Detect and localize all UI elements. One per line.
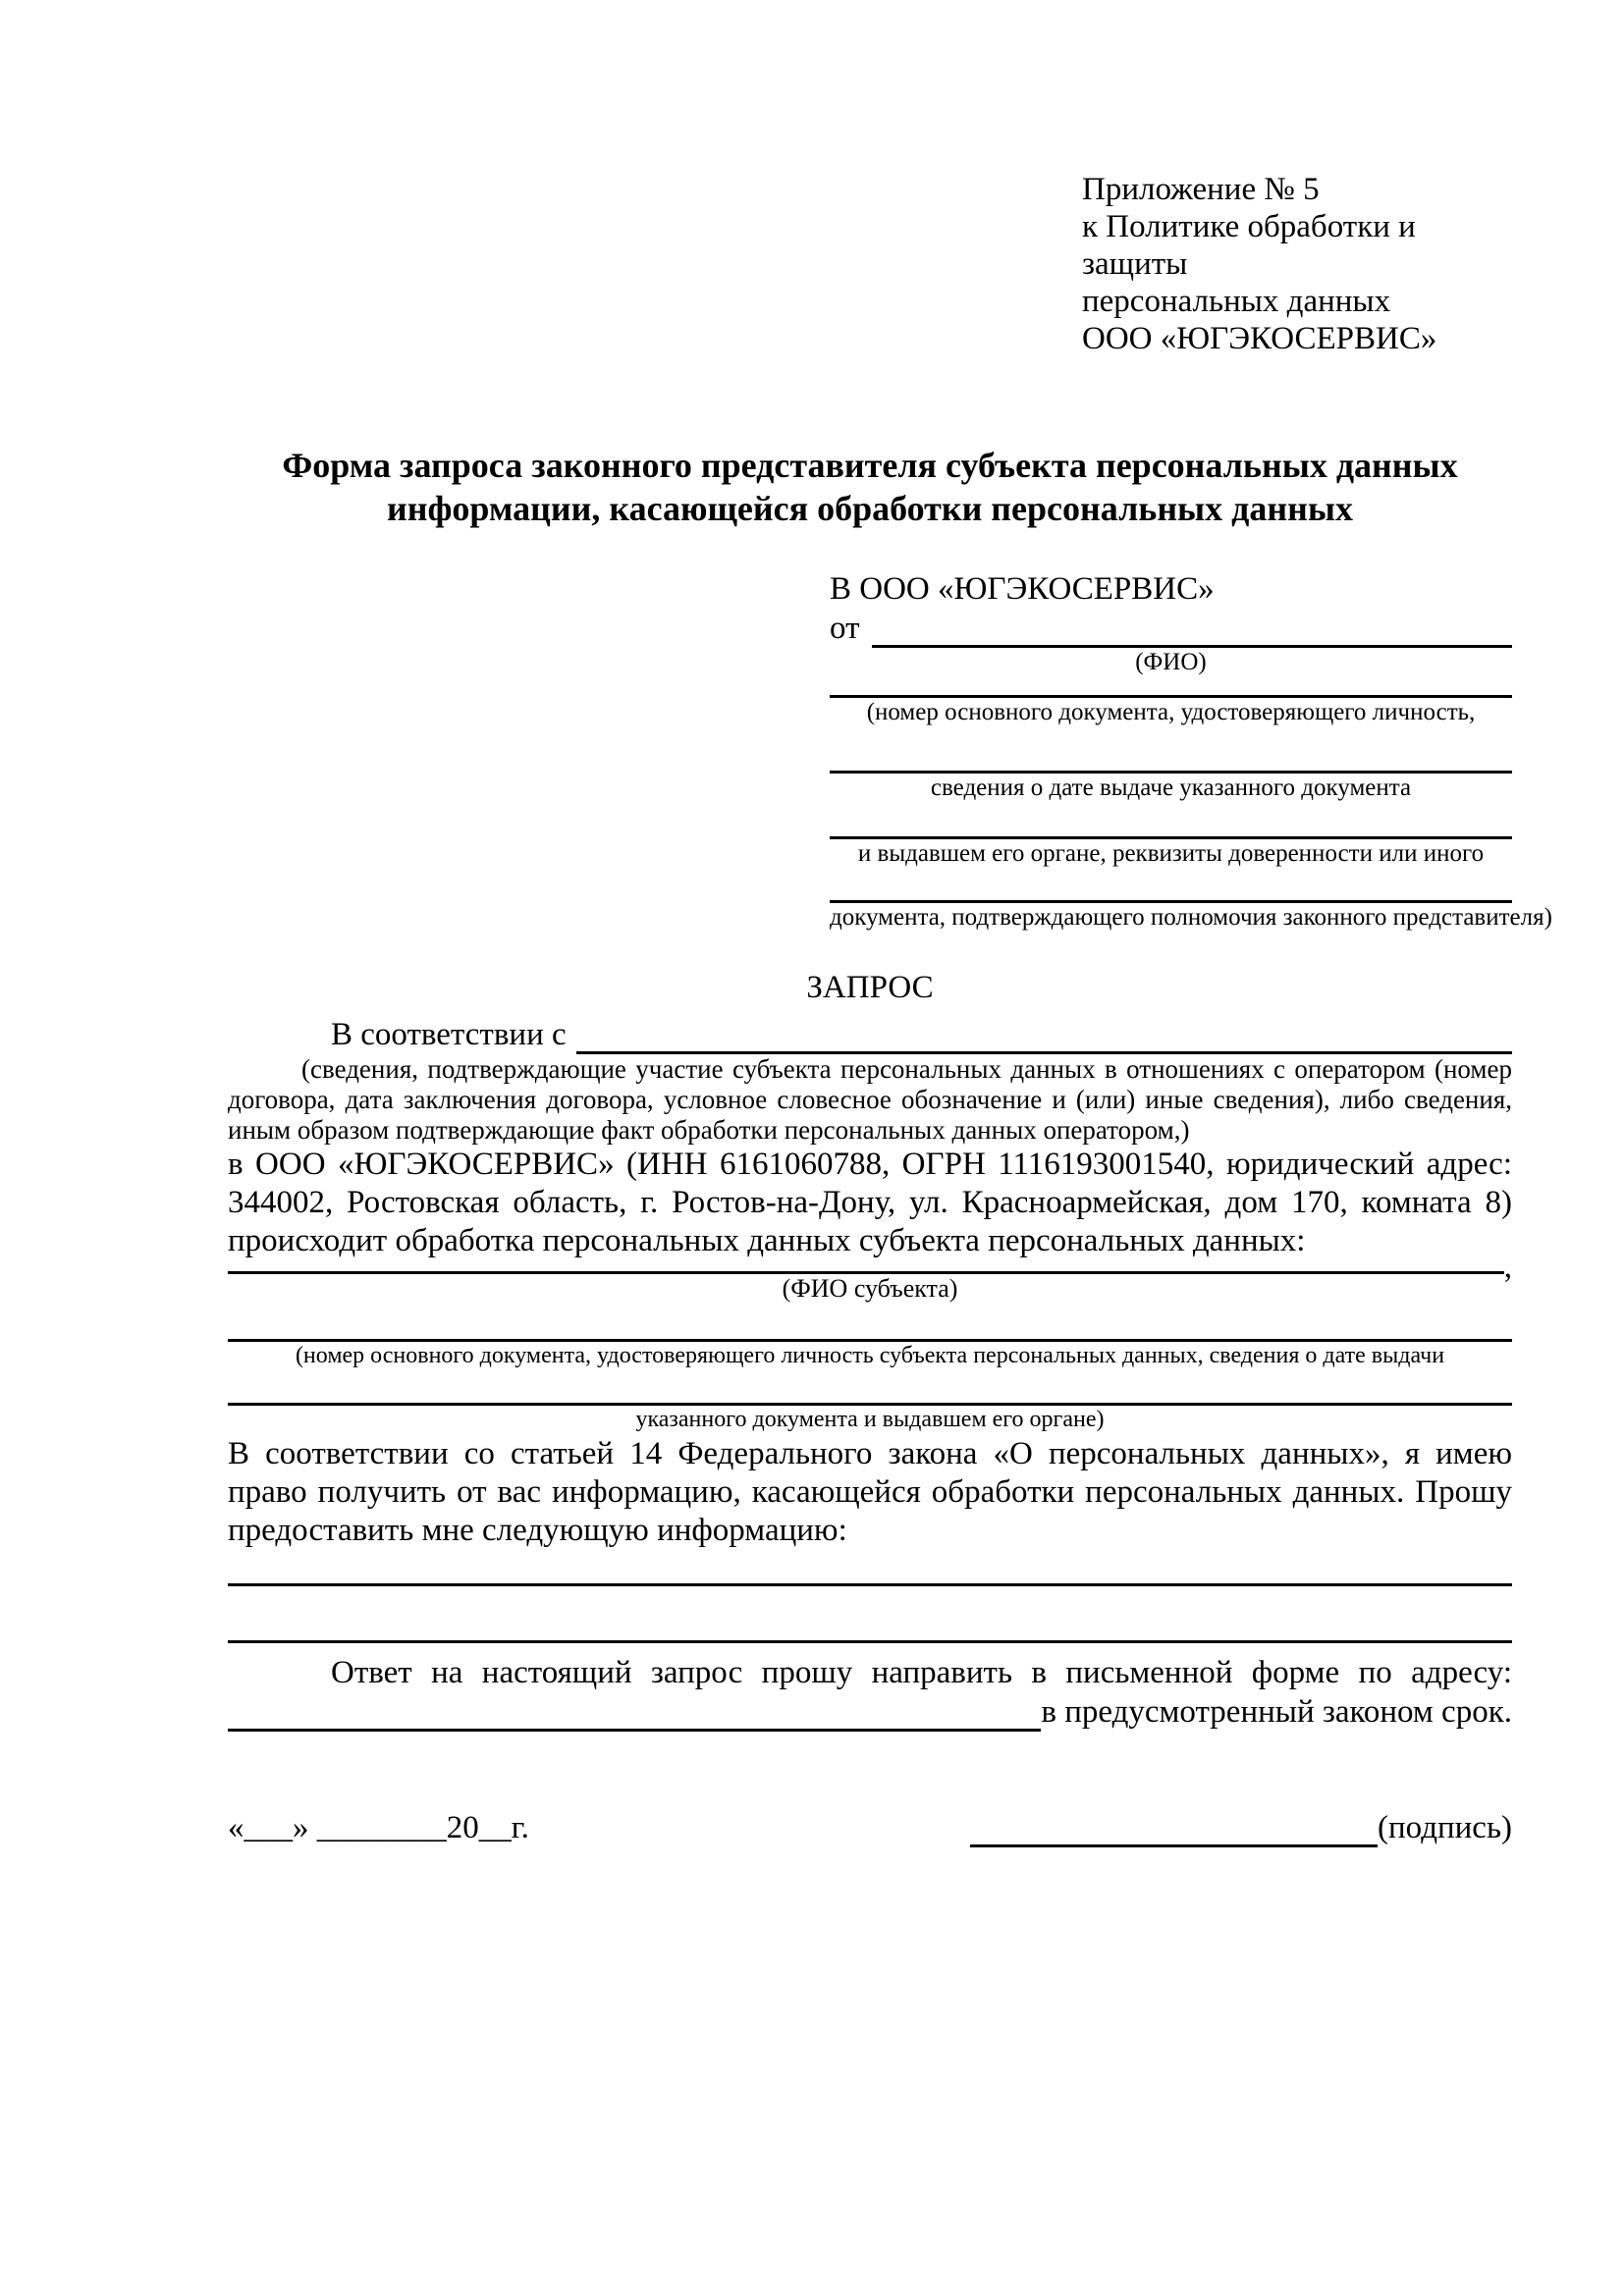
addressee-block: [830, 569, 1552, 933]
form-title-line: информации, касающейся обработки персональных данных: [387, 489, 1353, 528]
representative-doc-caption: документа, подтверждающего полномочия законного представителя): [830, 904, 1552, 931]
addressee-organization: В ООО «ЮГЭКОСЕРВИС»: [830, 571, 1215, 607]
from-row: [830, 609, 1512, 648]
reply-address-row: [228, 1692, 1512, 1732]
signature-group: [970, 1808, 1512, 1847]
rights-paragraph: В соответствии со статьей 14 Федерального закона «О персональных данных», я имею право получить от вас информацию, касающейся обработки персональных данных. Прошу предоставить мне следующую информацию:: [228, 1436, 1512, 1548]
annex-line: ООО «ЮГЭКОСЕРВИС»: [1082, 321, 1437, 356]
signature-blank-line: [970, 1835, 1378, 1847]
annex-line: персональных данных: [1082, 284, 1391, 319]
form-title: [228, 444, 1512, 530]
fio-caption: (ФИО): [1135, 649, 1207, 675]
subject-doc-blank-line: [228, 1329, 1512, 1342]
reply-address-blank-line: [228, 1729, 1041, 1732]
date-placeholder: «___» ________20__г.: [228, 1810, 529, 1845]
basis-prefix: В соответствии с: [331, 1017, 567, 1052]
annex-line: Приложение № 5: [1082, 172, 1320, 207]
representative-doc-caption: и выдавшем его органе, реквизиты доверенности или иного: [857, 840, 1485, 867]
representative-doc-caption: (номер основного документа, удостоверяющего личность,: [866, 699, 1476, 725]
reply-sentence: Ответ на настоящий запрос прошу направить в письменной форме по адресу:: [331, 1655, 1512, 1690]
from-label: от: [830, 611, 860, 646]
subject-fio-caption: (ФИО субъекта): [782, 1274, 958, 1303]
info-blank-line: [228, 1574, 1512, 1586]
representative-doc-blank-line: [830, 827, 1512, 839]
annex-reference-block: [1082, 171, 1512, 357]
representative-doc-blank-line: [830, 890, 1512, 903]
subject-doc-caption: (номер основного документа, удостоверяющего личность субъекта персональных данных, сведения о дате выдачи: [295, 1343, 1445, 1368]
representative-doc-blank-line: [830, 761, 1512, 774]
document-content: [228, 0, 1552, 1847]
representative-doc-caption: сведения о дате выдаче указанного документа: [930, 774, 1412, 801]
operator-paragraph: в ООО «ЮГЭКОСЕРВИС» (ИНН 6161060788, ОГРН 1116193001540, юридический адрес: 344002, Ростовская область, г. Ростов-на-Дону, ул. Красноармейская, дом 170, комната 8) происходит обработка персональных данных субъекта персональных данных:: [228, 1147, 1512, 1258]
reply-tail: в предусмотренный законом срок.: [1041, 1694, 1512, 1730]
basis-caption: (сведения, подтверждающие участие субъекта персональных данных в отношениях с оператором (номер договора, дата заключения договора, условное словесное обозначение и (или) иные сведения), либо сведения, иным образом подтверждающие факт обработки персональных данных оператором,): [228, 1054, 1512, 1145]
signature-caption: (подпись): [1378, 1810, 1512, 1845]
request-heading: ЗАПРОС: [806, 970, 934, 1005]
info-blank-line: [228, 1630, 1512, 1643]
form-title-line: Форма запроса законного представителя субъекта персональных данных: [282, 446, 1458, 485]
annex-line: к Политике обработки и защиты: [1082, 209, 1416, 282]
footer-row: [228, 1808, 1512, 1847]
subject-doc-blank-line: [228, 1393, 1512, 1406]
subject-doc-caption: указанного документа и выдавшем его органе): [635, 1407, 1105, 1432]
subject-fio-row: [228, 1250, 1512, 1285]
representative-doc-blank-line: [830, 685, 1512, 698]
trailing-comma: ,: [1503, 1250, 1512, 1285]
basis-row: [228, 1015, 1512, 1054]
